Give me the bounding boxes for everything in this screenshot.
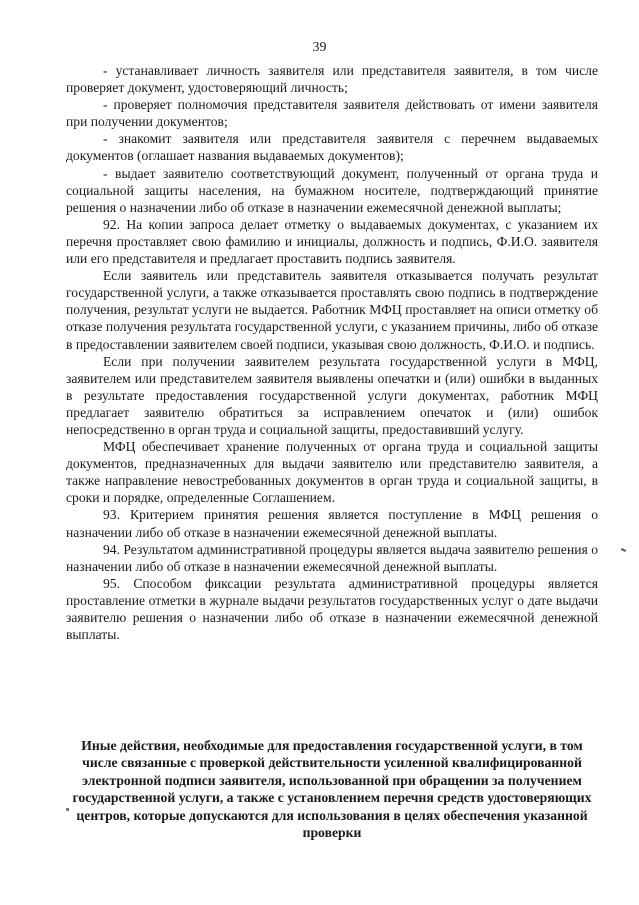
scan-artifact-dot (66, 808, 69, 811)
page-number: 39 (312, 40, 327, 55)
paragraph-93: 93. Критерием принятия решения является поступление в МФЦ решения о назначении либо об отказе в назначении ежемесячной денежной выплаты. (66, 507, 598, 540)
paragraph-verify-authority: - проверяет полномочия представителя заявителя действовать от имени заявителя при получении документов; (66, 97, 598, 130)
paragraph-94: 94. Результатом административной процедуры является выдача заявителю решения о назначении либо об отказе в назначении ежемесячной денежной выплаты. (66, 541, 598, 574)
paragraph-errors: Если при получении заявителем результата государственной услуги в МФЦ, заявителем или представителем заявителя выявлены опечатки и (или) ошибки в выданных в результате предоставления государственной услуги документах, работник МФЦ предлагает заявителю обратиться за исправлением опечаток и (или) ошибок непосредственно в орган труда и социальной защиты, предоставивший услугу. (66, 353, 598, 437)
scan-artifact-mark (621, 548, 626, 552)
paragraph-storage: МФЦ обеспечивает хранение полученных от органа труда и социальной защиты документов, предназначенных для выдачи заявителю или представителю заявителя, а также направление невостребованных документов в орган труда и социальной защиты, в сроки и порядке, определенные Соглашением. (66, 439, 598, 506)
section-heading-text: Иные действия, необходимые для предоставления государственной услуги, в том числе связанные с проверкой действительности усиленной квалифицированной электронной подписи заявителя, использованной при обращении за получением государственной услуги, а также с установлением перечня средств удостоверяющих центров, которые допускаются для использования в целях обеспечения указанной проверки (72, 738, 592, 841)
paragraph-issue-document: - выдает заявителю соответствующий документ, полученный от органа труда и социальной защиты населения, на бумажном носителе, подтверждающий принятие решения о назначении либо об отказе в назначении ежемесячной денежной выплаты; (66, 165, 598, 215)
paragraph-95: 95. Способом фиксации результата административной процедуры является проставление отметки в журнале выдачи результатов государственных услуг о дате выдачи заявителю решения о назначении либо об отказе в назначении ежемесячной денежной выплаты. (66, 575, 598, 643)
paragraph-list-documents: - знакомит заявителя или представителя заявителя с перечнем выдаваемых документов (оглашает названия выдаваемых документов); (66, 131, 598, 164)
paragraph-refusal: Если заявитель или представитель заявителя отказывается получать результат государственной услуги, а также отказывается проставлять свою подпись в подтверждение получения, результат услуги не выдается. Работник МФЦ проставляет на описи отметку об отказе получения результата государственной услуги, с указанием причины, либо об отказе в предоставлении заявителем своей подписи, указывая свою должность, Ф.И.О. и подпись. (66, 268, 598, 352)
paragraph-92: 92. На копии запроса делает отметку о выдаваемых документах, с указанием их перечня проставляет свою фамилию и инициалы, должность и подпись, Ф.И.О. заявителя или его представителя и предлагает проставить подпись заявителя. (66, 216, 598, 267)
section-heading (62, 737, 602, 841)
paragraph-verify-identity: - устанавливает личность заявителя или представителя заявителя, в том числе проверяет документ, удостоверяющий личность; (66, 63, 598, 96)
body-text (66, 62, 598, 643)
